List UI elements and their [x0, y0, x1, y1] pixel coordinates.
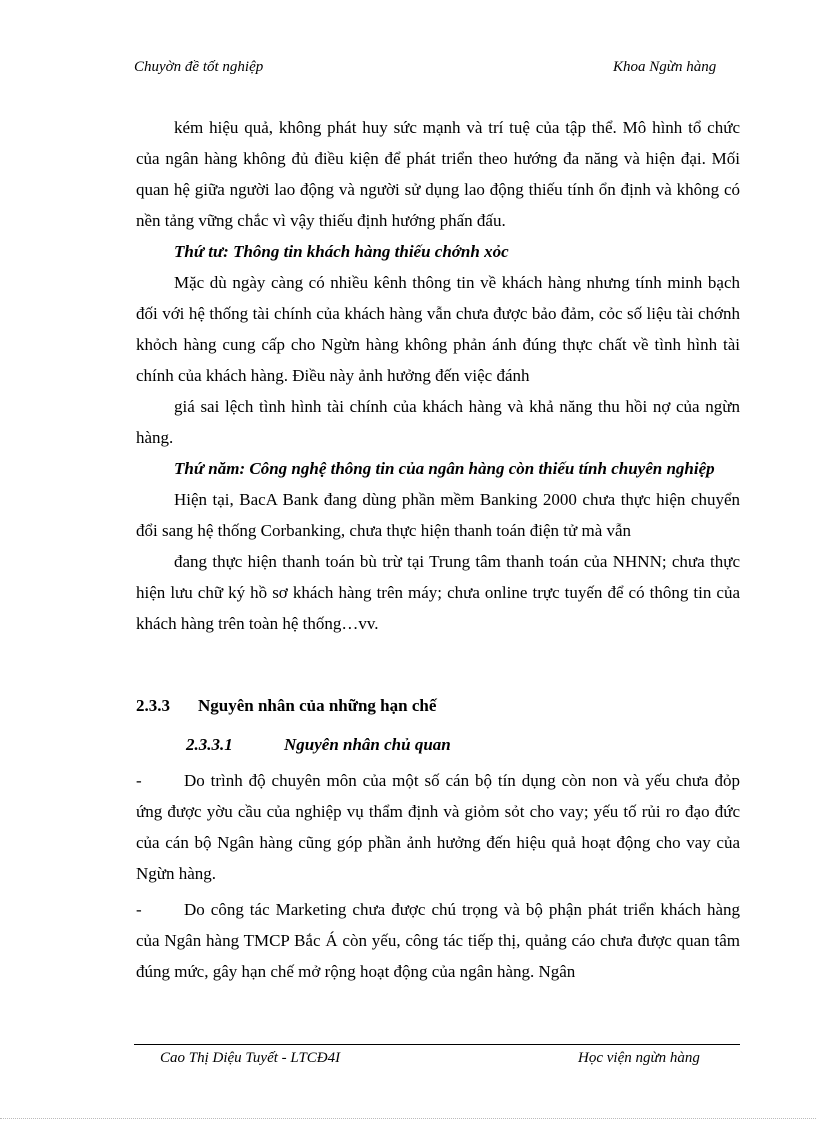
footer-rule — [134, 1044, 740, 1045]
body-block-1 — [136, 112, 740, 639]
bullet-dash: - — [136, 771, 142, 790]
footer-right: Học viện ngừn hàng — [578, 1050, 700, 1066]
bullet-text-1: Do trình độ chuyên môn của một số cán bộ tín dụng còn non và yếu chưa đỏp ứng được yờu cầu của nghiệp vụ thẩm định và giỏm sỏt cho vay; yếu tố rủi ro đạo đức của cán bộ Ngân hàng cũng góp phần ảnh hưởng đến hiệu quả hoạt động cho vay của Ngừn hàng. — [136, 771, 740, 883]
heading-thu-tu: Thứ tư: Thông tin khách hàng thiếu chớnh xỏc — [174, 242, 509, 261]
footer-left: Cao Thị Diệu Tuyết - LTCĐ4I — [160, 1050, 341, 1066]
paragraph-3a: Hiện tại, BacA Bank đang dùng phần mềm Banking 2000 chưa thực hiện chuyển đổi sang hệ thống Corbanking, chưa thực hiện thanh toán điện tử mà vẫn — [136, 490, 740, 540]
bullet-dash: - — [136, 900, 142, 919]
section-number: 2.3.3 — [136, 696, 170, 715]
page-edge-divider — [0, 1118, 816, 1119]
subsection-number: 2.3.3.1 — [186, 735, 233, 754]
paragraph-3b: đang thực hiện thanh toán bù trừ tại Trung tâm thanh toán của NHNN; chưa thực hiện lưu chữ ký hồ sơ khách hàng trên máy; chưa online trực tuyến để có thông tin của khách hàng trên toàn hệ thống…vv. — [136, 552, 740, 633]
subsection-title: Nguyên nhân chủ quan — [284, 735, 451, 754]
heading-thu-nam: Thứ năm: Công nghệ thông tin của ngân hàng còn thiếu tính chuyên nghiệp — [174, 459, 715, 478]
header-right: Khoa Ngừn hàng — [613, 59, 717, 75]
bullet-item-1 — [136, 765, 740, 889]
paragraph-2b: giá sai lệch tình hình tài chính của khách hàng và khả năng thu hồi nợ của ngừn hàng. — [136, 397, 740, 447]
paragraph-1: kém hiệu quả, không phát huy sức mạnh và trí tuệ của tập thể. Mô hình tổ chức của ngân hàng không đủ điều kiện để phát triển theo hướng đa năng và hiện đại. Mối quan hệ giữa người lao động và người sử dụng lao động thiếu tính ổn định và không có nền tảng vững chắc vì vậy thiếu định hướng phấn đấu. — [136, 118, 740, 230]
paragraph-2a: Mặc dù ngày càng có nhiều kênh thông tin về khách hàng nhưng tính minh bạch đối với hệ thống tài chính của khách hàng vẫn chưa được bảo đảm, cỏc số liệu tài chớnh khỏch hàng cung cấp cho Ngừn hàng không phản ánh đúng thực chất về tình hình tài chính của khách hàng. Điều này ảnh hưởng đến việc đánh — [136, 273, 740, 385]
bullet-list — [136, 765, 740, 987]
subsection-heading — [186, 735, 451, 755]
bullet-text-2: Do công tác Marketing chưa được chú trọng và bộ phận phát triển khách hàng của Ngân hàng TMCP Bắc Á còn yếu, công tác tiếp thị, quảng cáo chưa được quan tâm đúng mức, gây hạn chế mở rộng hoạt động của ngân hàng. Ngân — [136, 900, 740, 981]
section-title: Nguyên nhân của những hạn chế — [198, 696, 437, 715]
section-heading — [136, 696, 436, 716]
bullet-item-2 — [136, 894, 740, 987]
header-left: Chuyờn đề tốt nghiệp — [134, 59, 264, 75]
